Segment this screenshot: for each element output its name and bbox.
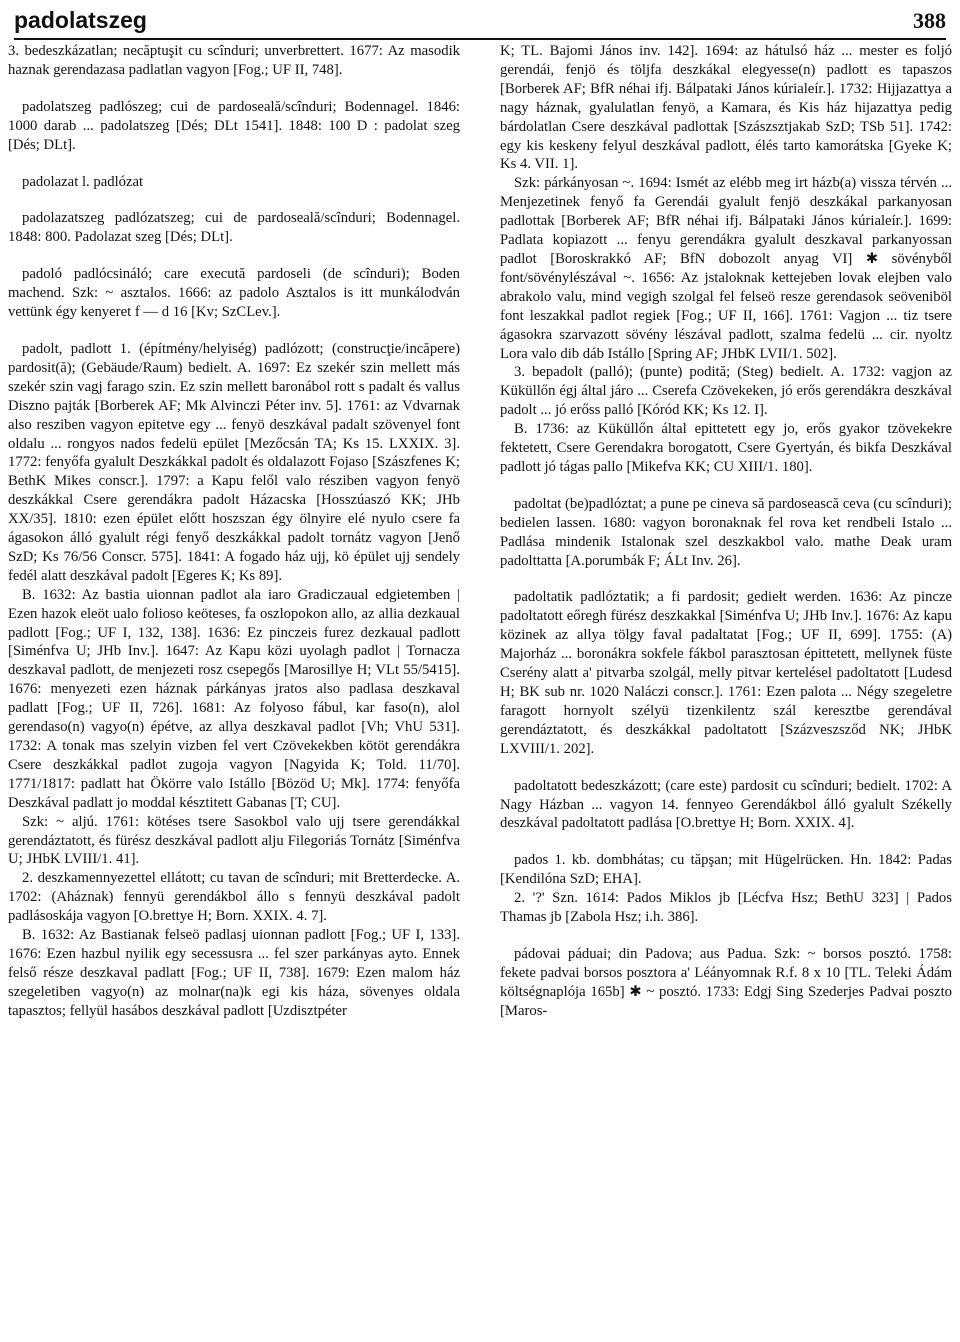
header-rule [14,38,946,40]
continued-text: 3. bedeszkázatlan; necăptuşit cu scînduri; unverbrettert. 1677: Az masodik haznak gerendazasa padlatlan vagyon [Fog.; UF II, 748]. [8,43,460,78]
entry-subsection: 3. bepadolt (palló); (punte) podită; (Steg) bedielt. A. 1732: vagjon az Küküllőn égj által járo ... Cserefa Czövekeken, jó erős gerendákra deszkával padolt ... jó erőss palló [Kóród KK; Ks 12. I]. [500,364,952,419]
dictionary-entry: pados 1. kb. dombhátas; cu tăpşan; mit Hügelrücken. Hn. 1842: Padas [Kendilóna SzD; EHA]. [500,852,952,888]
running-headword: padolatszeg [14,7,147,33]
entry-subsection: B. 1736: az Küküllőn által epittetett egy jo, erős gyakor tzövekekre fektetett, Csere Gerendakra borogatott, Csere Gyertyán, és bikfa Deszkával padlott jó tágas pallo [Mikefva KK; CU XIII/1. 180]. [500,421,952,475]
dictionary-entry: padolazat l. padlózat [22,173,144,190]
entry-subsection: Szk: ~ aljú. 1761: kötéses tsere Sasokbol valo ujj tsere gerendákkal gerendáztatott, és fürész deszkával padlott alju Filegoriás Tornátz [Siménfva U; JHbK LVIII/1. 41]. [8,813,460,868]
entry-subsection: 2. deszkamennyezettel ellátott; cu tavan de scînduri; mit Bretterdecke. A. 1702: (Aháznak) fennyü gerendákbol állo s fennyü deszkával padolt padlásoskája vagyon [O.brettye H; Born. XXIX. 4. 7]. [8,870,460,925]
dictionary-entry: padolatszeg padlószeg; cui de pardoseală/scînduri; Bodennagel. 1846: 1000 darab ... padolatszeg [Dés; DLt 1541]. 1848: 100 D : padolat szeg [Dés; DLt]. [8,98,460,153]
dictionary-entry: padoltat (be)padlóztat; a pune pe cineva să pardosească ceva (cu scînduri); bedielen lassen. 1680: vagyon boronaknak fel rova ket rendbeli Istalo ... Padlása mindenik Istalonak szel deszkakbol valo. mathe Deak uram padolttatta [A.porumbák F; ÁLt Inv. 26]. [500,495,952,569]
entry-subsection: 2. '?' Szn. 1614: Pados Miklos jb [Lécfva Hsz; BethU 323] | Pados Thamas jb [Zabola Hsz; i.h. 386]. [500,890,952,926]
dictionary-entry: padoltatott bedeszkázott; (care este) pardosit cu scînduri; bedielt. 1702: A Nagy Házban ... vagyon 14. fennyeo Gerendákbol álló gyalult Székelly deszkával padoltatott padlása [O.brettye H; Born. XXIX. 4]. [500,777,952,832]
page-number: 388 [913,8,946,33]
dictionary-entry: padolazatszeg padlózatszeg; cui de pardoseală/scînduri; Bodennagel. 1848: 800. Padolazat szeg [Dés; DLt]. [8,210,460,246]
continued-text: K; TL. Bajomi János inv. 142]. 1694: az hátulsó ház ... mester es foljó gerendái, fenjö és töljfa deszkákal elegyesse(n) padlott es tapaszos [Borberek AF; BfR néhai ifj. Bálpataki János kúrialeír.]. 1732: Hijjazattya a nagy háznak, gyalulatlan fenyö, a Kamara, és Kis ház hijazattya pedig bárdolatlan Csere deszkával padlottak [Szászsztjakab SzD; TSb 51]. 1742: egy kis keskeny felyul deszkával padlott, élés tarto kamorátska [Gyeke K; Ks 4. VII. 1]. [500,43,952,173]
dictionary-entry: pádovai páduai; din Padova; aus Padua. Szk: ~ borsos posztó. 1758: fekete padvai borsos posztora a' Léányomnak R.f. 8 x 10 [TL. Teleki Ádám költségnaplója 165b] ✱ ~ posztó. 1733: Edgj Sing Szederjes Padvai poszto [Maros- [500,945,952,1019]
right-column [500,42,952,1021]
page-header [14,0,946,34]
dictionary-entry: padoló padlócsináló; care execută pardoseli (de scînduri); Boden machend. Szk: ~ asztalos. 1666: az padolo Asztalos is itt munkálodván vettünk égy kenyeret f — d 16 [Kv; SzCLev.]. [8,266,460,321]
left-column [8,42,460,1021]
entry-subsection: B. 1632: Az Bastianak felseö padlasj uionnan padlott [Fog.; UF I, 133]. 1676: Ezen hazbul nyilik egy secessusra ... fel szer parkányas ayto. Ennek felső része deszkaval padlatt [Fog.; UF II, 738]. 1679: Ezen malom ház szegeletiben vagyo(n) az molnar(na)k egi kis háza, sövenyes oldala tapasztos; fellyül hasábos deszkával padlott [Uzdisztpéter [8,927,460,1019]
entry-subsection: Szk: párkányosan ~. 1694: Ismét az elébb meg irt házb(a) vissza térvén ... Menjezetinek fenyő fa Gerendái gyalult fenjö deszkákal parkanyosan padlottak [Borberek AF; BfR néhai ifj. Bálpataki János kúrialeír.]. 1699: Padlata kopiazott ... fenyu gerendákra gyalult deszkaval parkanyossan padlot [Boroskrakkó AF; BfN dobozolt anyag VI] ✱ sövényből font/sövénylészával ~. 1656: Az jstaloknak kettejeben lovak elejben valo abrakolo valu, mind vegigh szolgal fel felseö resze gerendasok seöveniböl font leszakkal padlot regiek [Fog.; UF II, 166]. 1761: Vagjon ... tiz tsere ágasokra szarvazott sövény lészával padlott, szalma fedelü ... cir. nyoltz Lora valo dib dáb Istállo [Spring AF; JHbK LVII/1. 502]. [500,175,952,362]
dictionary-entry: padoltatik padlóztatik; a fi pardosit; gediełt werden. 1636: Az pincze padoltatott eőregh fürész deszkakkal [Siménfva U; JHb Inv.]. 1676: Az kapu közinek az allya tölgy faval padaltatat [Fog.; UF II, 699]. 1755: (A) Majorház ... boronákra sokfele fákbol parasztosan épittetett, mellynek füste Cserény alatt a' pitvarba szolgál, melly pitvar kertelésel padoltatott [Ludesd H; BK sub nr. 1020 Naláczi conscr.]. 1761: Ezen palota ... Négy szegeletre faragott hornyolt szélyü tizenkilentz szál keresztbe gerendával gerendáztatott, és deszkákkal padoltatott [Százveszsződ NK; JHbK LXVIII/1. 202]. [500,589,952,757]
entry-subsection: B. 1632: Az bastia uionnan padlot ala iaro Gradiczaual edgietemben | Ezen hazok eleöt ualo folioso keöteses, fa oszlopokon allo, az allia dezkaual padlott [Fog.; UF I, 132, 138]. 1636: Ez pinczeis furez dezkaual padlott [Siménfva U; JHb Inv.]. 1647: Az Kapu közi uyolagh padlot | Tornacza deszkaval padlott, de menjezeti rosz csepegős [Marosillye H; VLt 55/5415]. 1676: menyezeti ezen háznak párkányas jratos also padlasa deszkaval padlatt [Fog.; UF II, 726]. 1681: Az folyoso fábul, kar faso(n), alol gerendaso(n) vagyo(n) épétve, az allya deszkaval padlot [Vh; VhU 531]. 1732: A tonak mas szelyin vizben fel vert Czövekekben kötöt gerendákra Csere deszkákkal padlot zugoja vagyon [Nagyida K; Told. 11/70]. 1771/1817: padlatt hat Ökörre valo Istállo [Bözöd U; Mk]. 1774: fenyőfa Deszkával padlatt jo moddal késztitett Gabanas [T; CU]. [8,586,460,811]
dictionary-entry: padolt, padlott 1. (építmény/helyiség) padlózott; (construcţie/incăpere) pardosit(ă); (Gebäude/Raum) bedielt. A. 1697: Ez szekér szin mellett más szekér szin vagj farago szin. Ez szin mellett baronábol rott s padalt és vallus Diszno pajták [Borberek AF; Mk Alvinczi Péter inv. 5]. 1761: az Vdvarnak also resziben vagyon epitetve egy ... fenyö deszkával padalt szövenyel font oldalu ... rongyos nados fedelü epület [Mezőcsán TA; Ks 15. LXXIX. 3]. 1772: fenyőfa gyalult Deszkákkal padolt és oldalazott Fojaso [Szászfenes K; BethK Mikes conscr.]. 1797: a Kapu felől valo résziben vagyon fenyö deszkákkal Csere gerendákra padolt Házacska [Hosszúaszó KK; JHb XX/35]. 1810: ezen épület előtt hoszszan égy ölnyire elé nyulo csere fa ágasokon álló gyalult régi fenyő deszkákkal padolt tornátz vagyon [Jenő SzD; Ks 76/56 Conscr. 575]. 1841: A fogado ház ujj, kö épület ujj sendely fedél alatt deszkával padolt [Egeres K; Ks 89]. [8,340,460,584]
